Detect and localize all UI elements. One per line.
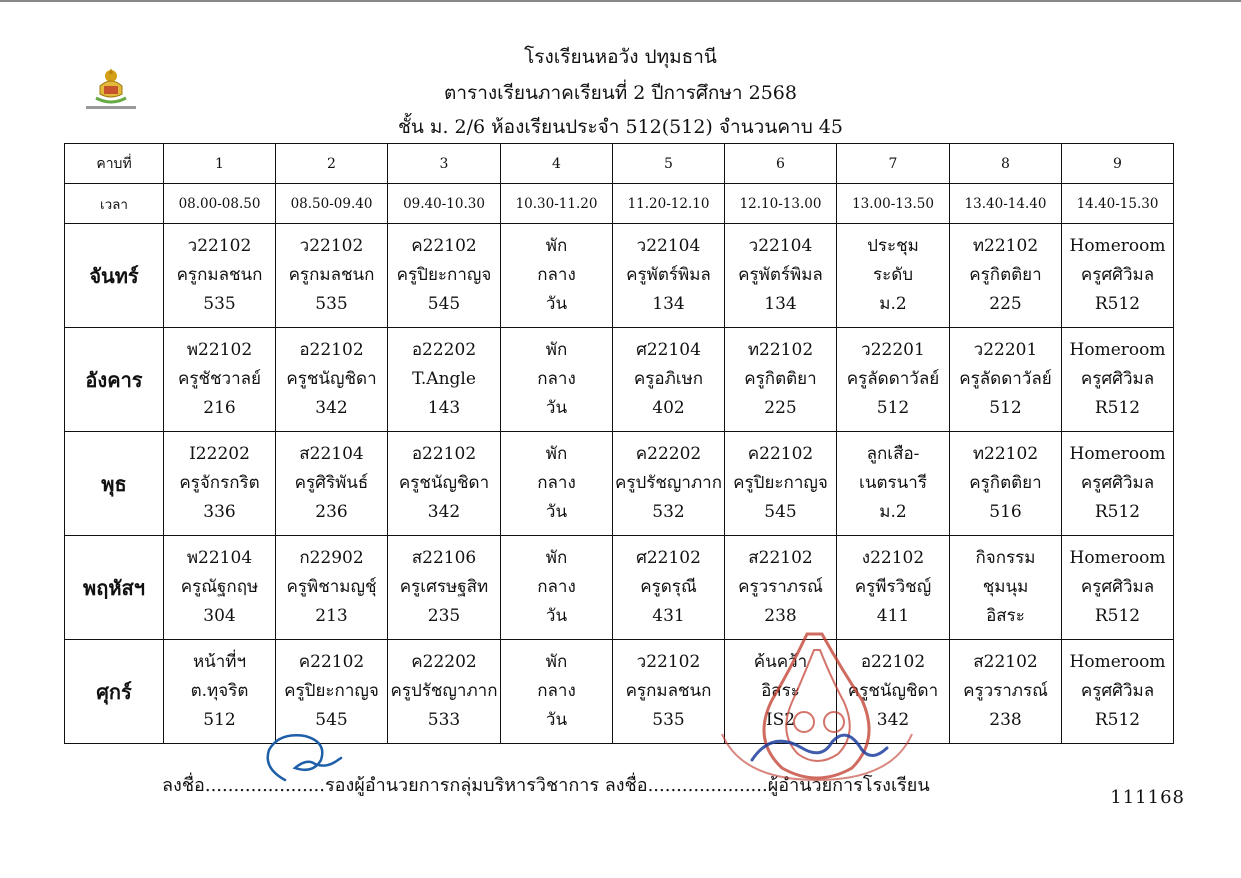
room-number: 512	[876, 398, 910, 418]
time-slot: 09.40-10.30	[388, 184, 501, 224]
day-name: จันทร์	[65, 224, 164, 328]
room-number: R512	[1094, 710, 1141, 730]
class-cell-content	[613, 232, 724, 319]
class-cell-content	[276, 336, 387, 423]
room-number: 304	[203, 606, 236, 626]
teacher-name: กลาง	[537, 681, 576, 701]
room-number: R512	[1094, 294, 1141, 314]
time-slot: 13.40-14.40	[950, 184, 1062, 224]
subject-code: อ22202	[411, 340, 477, 360]
subject-code: ส22102	[748, 548, 813, 568]
class-cell	[725, 432, 837, 536]
subject-code: หน้าที่ฯ	[192, 652, 247, 672]
subject-code: ว22104	[636, 236, 701, 256]
class-cell-content	[1062, 336, 1173, 423]
class-cell	[388, 432, 501, 536]
class-cell	[837, 536, 950, 640]
class-cell-content	[725, 544, 836, 631]
day-row	[65, 536, 1174, 640]
teacher-name: ชุมนุม	[982, 577, 1029, 597]
subject-code: พ22102	[186, 340, 253, 360]
teacher-name: ครูศศิวิมล	[1080, 369, 1155, 389]
class-cell-content	[950, 440, 1061, 527]
class-cell	[388, 536, 501, 640]
class-cell	[1062, 224, 1174, 328]
subject-code: ว22201	[973, 340, 1038, 360]
class-cell-content	[837, 336, 949, 423]
class-cell	[164, 536, 276, 640]
subject-code: ส22104	[299, 444, 364, 464]
subject-code: ว22104	[748, 236, 813, 256]
subject-code: ศ22102	[636, 548, 701, 568]
subject-code: Homeroom	[1069, 444, 1166, 464]
period-number: 4	[501, 144, 613, 184]
subject-code: อ22102	[411, 444, 477, 464]
class-cell-content	[1062, 648, 1173, 735]
room-number: 236	[315, 502, 348, 522]
room-number: 342	[427, 502, 461, 522]
class-cell	[164, 224, 276, 328]
room-number: 143	[427, 398, 461, 418]
teacher-name: ครูอภิเษก	[633, 369, 704, 389]
room-number: 535	[315, 294, 348, 314]
class-cell-content	[276, 544, 387, 631]
class-cell	[501, 536, 613, 640]
period-number: 9	[1062, 144, 1174, 184]
class-cell	[164, 328, 276, 432]
room-number: 238	[989, 710, 1022, 730]
teacher-name: ครูปิยะกาญจ	[733, 473, 828, 493]
teacher-name: ครูปรัชญาภาก	[614, 473, 723, 493]
day-name: พฤหัสฯ	[65, 536, 164, 640]
class-cell-content	[276, 440, 387, 527]
class-cell-content	[950, 336, 1061, 423]
class-cell-content	[613, 440, 724, 527]
subject-code: ง22102	[861, 548, 925, 568]
class-cell	[613, 640, 725, 744]
room-number: 342	[876, 710, 910, 730]
subject-code: Homeroom	[1069, 236, 1166, 256]
class-cell-content	[950, 544, 1061, 631]
subject-code: ค22102	[411, 236, 477, 256]
class-cell-content	[1062, 544, 1173, 631]
subject-code: ส22106	[411, 548, 477, 568]
teacher-name: ครูชนัญชิดา	[398, 473, 490, 493]
period-label: คาบที่	[65, 144, 164, 184]
class-cell	[950, 328, 1062, 432]
class-cell-content	[501, 336, 612, 423]
period-number: 5	[613, 144, 725, 184]
room-number: 342	[315, 398, 348, 418]
subject-code: ค22202	[635, 444, 702, 464]
class-cell	[276, 224, 388, 328]
class-cell-content	[501, 440, 612, 527]
teacher-name: ครูปิยะกาญจ	[284, 681, 379, 701]
subject-code: ว22102	[187, 236, 252, 256]
room-number: ม.2	[879, 502, 907, 522]
subject-code: ค22102	[747, 444, 814, 464]
period-number: 7	[837, 144, 950, 184]
class-cell-content	[501, 232, 612, 319]
subject-code: อ22102	[299, 340, 364, 360]
class-cell-content	[276, 648, 387, 735]
teacher-name: ครูศศิวิมล	[1080, 473, 1155, 493]
class-cell-content	[164, 232, 275, 319]
subject-code: ลูกเสือ-	[866, 444, 920, 464]
subject-code: I22202	[189, 444, 250, 464]
time-row	[65, 184, 1174, 224]
class-cell	[501, 328, 613, 432]
class-cell-content	[837, 232, 949, 319]
school-seal-stamp-icon	[712, 630, 922, 785]
class-cell	[725, 536, 837, 640]
subject-code: พัก	[545, 652, 568, 672]
subject-code: ก22902	[299, 548, 364, 568]
class-cell	[613, 328, 725, 432]
class-cell-content	[501, 544, 612, 631]
room-number: 134	[652, 294, 685, 314]
teacher-name: เนตรนารี	[859, 473, 927, 493]
subject-code: Homeroom	[1069, 652, 1166, 672]
day-row	[65, 432, 1174, 536]
timetable	[64, 143, 1174, 744]
class-cell	[1062, 640, 1174, 744]
handwritten-signature-icon	[255, 728, 350, 788]
room-number: 545	[764, 502, 797, 522]
class-cell-content	[950, 648, 1061, 735]
class-cell-content	[725, 336, 836, 423]
time-slot: 08.50-09.40	[276, 184, 388, 224]
subject-code: พัก	[545, 340, 568, 360]
subject-code: ศ22104	[636, 340, 701, 360]
room-number: 533	[427, 710, 461, 730]
class-cell	[276, 536, 388, 640]
room-number: วัน	[545, 502, 568, 522]
room-number: 216	[203, 398, 236, 418]
subject-code: ว22102	[636, 652, 701, 672]
room-number: 238	[764, 606, 797, 626]
teacher-name: กลาง	[537, 265, 576, 285]
room-number: วัน	[545, 606, 568, 626]
class-cell	[613, 432, 725, 536]
room-number: 336	[203, 502, 236, 522]
class-cell	[164, 432, 276, 536]
period-number: 6	[725, 144, 837, 184]
room-number: อิสระ	[986, 606, 1025, 626]
room-number: ม.2	[879, 294, 907, 314]
class-cell-content	[613, 544, 724, 631]
class-cell	[276, 432, 388, 536]
teacher-name: ครูศิริพันธ์	[294, 473, 369, 493]
class-cell-content	[725, 232, 836, 319]
room-number: 532	[652, 502, 685, 522]
school-name: โรงเรียนหอวัง ปทุมธานี	[524, 46, 717, 68]
room-number: 516	[989, 502, 1022, 522]
class-cell-content	[276, 232, 387, 319]
teacher-name: ครูปรัชญาภาก	[390, 681, 498, 701]
subject-code: ท22102	[972, 236, 1039, 256]
day-row	[65, 224, 1174, 328]
class-cell-content	[837, 544, 949, 631]
page-number: 111168	[1110, 787, 1185, 808]
class-cell	[1062, 432, 1174, 536]
room-number: 545	[427, 294, 461, 314]
class-cell	[725, 328, 837, 432]
class-cell-content	[837, 440, 949, 527]
period-number: 1	[164, 144, 276, 184]
teacher-name: ครูเศรษฐสิท	[399, 577, 489, 597]
teacher-name: ครูณัฐกฤษ	[180, 577, 259, 597]
teacher-name: ครูชนัญชิดา	[847, 681, 939, 701]
class-cell-content	[950, 232, 1061, 319]
class-cell	[388, 328, 501, 432]
top-border	[0, 0, 1241, 2]
class-cell	[501, 224, 613, 328]
room-number: 545	[315, 710, 348, 730]
subject-code: พัก	[545, 548, 568, 568]
signature-line: ลงชื่อ.....................รองผู้อำนวยการกลุ่มบริหารวิชาการ ลงชื่อ.....................ผู้อำนวยการโรงเรียน	[162, 775, 930, 796]
teacher-name: ครูวราภรณ์	[963, 681, 1048, 701]
teacher-name: ครูปิยะกาญจ	[396, 265, 492, 285]
subject-code: ค22202	[411, 652, 477, 672]
class-cell-content	[1062, 440, 1173, 527]
teacher-name: ครูกมลชนก	[288, 265, 375, 285]
time-slot: 11.20-12.10	[613, 184, 725, 224]
day-name: ศุกร์	[65, 640, 164, 744]
subject-code: ว22102	[299, 236, 364, 256]
teacher-name: อิสระ	[761, 681, 800, 701]
subject-code: ค้นคว้า	[753, 652, 808, 672]
teacher-name: ครูจักรกริต	[179, 473, 260, 493]
class-cell-content	[388, 440, 500, 527]
subject-code: ประชุม	[867, 236, 919, 256]
teacher-name: กลาง	[537, 369, 576, 389]
room-number: 535	[203, 294, 236, 314]
teacher-name: ครูกมลชนก	[625, 681, 712, 701]
class-info: ชั้น ม. 2/6 ห้องเรียนประจำ 512(512) จำนวนคาบ 45	[398, 116, 843, 138]
room-number: 134	[764, 294, 797, 314]
class-cell-content	[613, 648, 724, 735]
teacher-name: ครูกิตติยา	[969, 265, 1042, 285]
teacher-name: ต.ทุจริต	[190, 681, 249, 701]
period-number: 2	[276, 144, 388, 184]
room-number: 411	[876, 606, 910, 626]
class-cell	[1062, 328, 1174, 432]
class-cell-content	[164, 648, 275, 735]
period-number: 8	[950, 144, 1062, 184]
time-slot: 12.10-13.00	[725, 184, 837, 224]
class-cell	[276, 328, 388, 432]
teacher-name: ครูลัดดาวัลย์	[959, 369, 1052, 389]
teacher-name: ครูศศิวิมล	[1080, 265, 1155, 285]
day-row	[65, 640, 1174, 744]
subject-code: ส22102	[973, 652, 1038, 672]
time-label: เวลา	[65, 184, 164, 224]
class-cell-content	[164, 336, 275, 423]
room-number: 402	[652, 398, 685, 418]
class-cell-content	[613, 336, 724, 423]
teacher-name: ครูกมลชนก	[176, 265, 263, 285]
teacher-name: ครูศศิวิมล	[1080, 577, 1155, 597]
day-row	[65, 328, 1174, 432]
subject-code: พัก	[545, 444, 568, 464]
teacher-name: กลาง	[537, 577, 576, 597]
class-cell	[613, 224, 725, 328]
class-cell	[950, 640, 1062, 744]
teacher-name: ครูดรุณี	[640, 577, 697, 597]
day-name: พุธ	[65, 432, 164, 536]
teacher-name: ครูศศิวิมล	[1080, 681, 1155, 701]
class-cell-content	[164, 544, 275, 631]
room-number: R512	[1094, 398, 1141, 418]
teacher-name: ครูชัชวาลย์	[177, 369, 262, 389]
room-number: วัน	[545, 398, 568, 418]
subject-code: ว22201	[861, 340, 925, 360]
class-cell	[501, 432, 613, 536]
teacher-name: ครูพัตร์พิมล	[738, 265, 823, 285]
teacher-name: ครูพีรวิชญ์	[854, 577, 932, 597]
class-cell	[950, 432, 1062, 536]
class-cell-content	[164, 440, 275, 527]
room-number: 512	[989, 398, 1022, 418]
class-cell-content	[388, 648, 500, 735]
class-cell	[388, 224, 501, 328]
room-number: 512	[203, 710, 236, 730]
period-number: 3	[388, 144, 501, 184]
room-number: R512	[1094, 606, 1141, 626]
room-number: 235	[427, 606, 461, 626]
schedule-title: ตารางเรียนภาคเรียนที่ 2 ปีการศึกษา 2568	[444, 82, 797, 104]
teacher-name: ครูพัตร์พิมล	[626, 265, 711, 285]
teacher-name: ครูพิชามญชุ์	[286, 577, 377, 597]
class-cell	[613, 536, 725, 640]
class-cell	[950, 224, 1062, 328]
room-number: 213	[315, 606, 348, 626]
class-cell	[725, 224, 837, 328]
class-cell	[1062, 536, 1174, 640]
period-header-row	[65, 144, 1174, 184]
class-cell	[388, 640, 501, 744]
teacher-name: ครูลัดดาวัลย์	[846, 369, 940, 389]
teacher-name: ระดับ	[872, 265, 914, 285]
class-cell-content	[388, 232, 500, 319]
subject-code: พัก	[545, 236, 568, 256]
class-cell-content	[725, 440, 836, 527]
teacher-name: ครูกิตติยา	[969, 473, 1042, 493]
class-cell	[837, 224, 950, 328]
subject-code: กิจกรรม	[975, 548, 1036, 568]
subject-code: Homeroom	[1069, 548, 1166, 568]
class-cell	[837, 432, 950, 536]
class-cell-content	[501, 648, 612, 735]
room-number: 535	[652, 710, 685, 730]
teacher-name: กลาง	[537, 473, 576, 493]
subject-code: ท22102	[747, 340, 814, 360]
time-slot: 08.00-08.50	[164, 184, 276, 224]
day-name: อังคาร	[65, 328, 164, 432]
room-number: 431	[652, 606, 685, 626]
room-number: วัน	[545, 710, 568, 730]
subject-code: อ22102	[860, 652, 926, 672]
teacher-name: ครูกิตติยา	[744, 369, 817, 389]
subject-code: พ22104	[186, 548, 253, 568]
subject-code: ค22102	[298, 652, 365, 672]
class-cell	[950, 536, 1062, 640]
subject-code: Homeroom	[1069, 340, 1166, 360]
time-slot: 10.30-11.20	[501, 184, 613, 224]
teacher-name: ครูวราภรณ์	[738, 577, 823, 597]
time-slot: 14.40-15.30	[1062, 184, 1174, 224]
teacher-name: T.Angle	[412, 369, 476, 389]
room-number: R512	[1094, 502, 1141, 522]
room-number: IS2	[765, 710, 796, 730]
room-number: 225	[989, 294, 1022, 314]
teacher-name: ครูชนัญชิดา	[286, 369, 377, 389]
class-cell-content	[388, 336, 500, 423]
room-number: 225	[764, 398, 797, 418]
class-cell-content	[388, 544, 500, 631]
class-cell-content	[1062, 232, 1173, 319]
room-number: วัน	[545, 294, 568, 314]
class-cell	[837, 328, 950, 432]
subject-code: ท22102	[972, 444, 1039, 464]
time-slot: 13.00-13.50	[837, 184, 950, 224]
class-cell	[501, 640, 613, 744]
